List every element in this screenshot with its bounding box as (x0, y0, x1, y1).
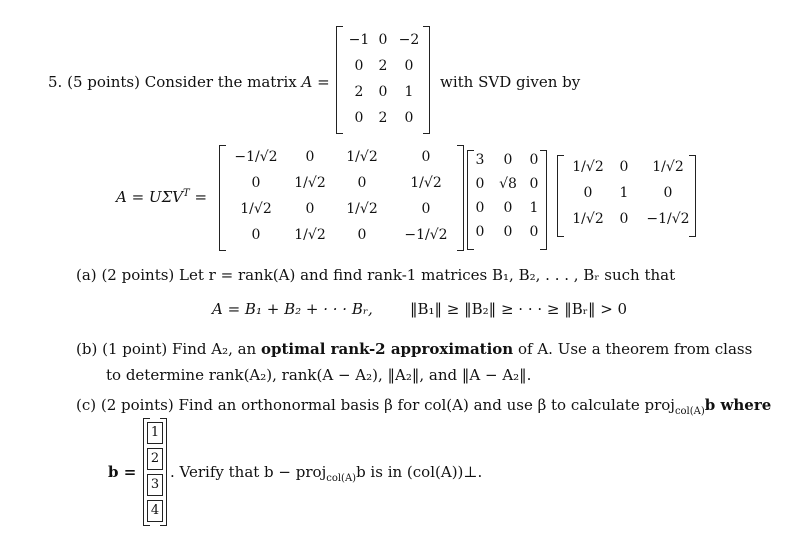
matrix-u-cell: 0 (357, 175, 367, 191)
matrix-a-cell: 1 (404, 84, 414, 100)
matrix-sigma-cell: 1 (529, 200, 539, 216)
matrix-vt-cell: 1/√2 (572, 211, 604, 227)
matrix-sigma-cell: 0 (475, 200, 485, 216)
matrix-a-cell: 0 (354, 58, 364, 74)
problem-intro: Consider the matrix (144, 73, 297, 91)
matrix-u-cell: 0 (421, 149, 431, 165)
part-a-text (76, 266, 675, 284)
matrix-sigma-cell: 0 (503, 224, 513, 240)
matrix-vt-cell: 1 (619, 185, 629, 201)
matrix-a-cell: 2 (378, 58, 388, 74)
matrix-a-cell: 2 (378, 110, 388, 126)
matrix-sigma (467, 150, 547, 250)
part-b-label: (b) (76, 340, 98, 358)
matrix-u-cell: 0 (305, 201, 315, 217)
equals-sign: = (317, 73, 330, 91)
part-a-equation-right: ‖B₁‖ ≥ ‖B₂‖ ≥ · · · ≥ ‖Bᵣ‖ > 0 (410, 300, 628, 318)
matrix-u (219, 145, 464, 251)
matrix-a-cell: −2 (398, 32, 420, 48)
svd-text: with SVD given by (440, 73, 581, 91)
matrix-u-cell: 1/√2 (410, 175, 442, 191)
problem-number: 5. (48, 73, 63, 91)
matrix-sigma-cell: 0 (475, 176, 485, 192)
part-c-verify: . Verify that b − proj$_{col(A)}$b is in (col(A))⊥. (170, 463, 483, 484)
matrix-sigma-cell: 3 (475, 152, 485, 168)
part-a-label: (a) (76, 266, 97, 284)
part-c-text: (c) (2 points) Find an orthonormal basis β for col(A) and use β to calculate proj$_{col(A)}$b where (76, 396, 772, 417)
matrix-sigma-cell: √8 (499, 176, 517, 192)
matrix-vt-cell: 0 (619, 159, 629, 175)
part-b-line2: to determine rank(A₂), rank(A − A₂), ‖A₂‖, and ‖A − A₂‖. (106, 366, 532, 384)
matrix-vt-cell: −1/√2 (646, 211, 690, 227)
matrix-vt-cell: 1/√2 (652, 159, 684, 175)
part-b-post: of A. Use a theorem from class (517, 340, 753, 358)
part-c-label: (c) (76, 396, 97, 414)
matrix-a-cell: 0 (378, 32, 388, 48)
problem-statement (48, 73, 330, 91)
part-b-text (76, 340, 752, 358)
matrix-a-cell: 0 (354, 110, 364, 126)
vector-b-entry: 3 (147, 474, 163, 496)
matrix-vt (557, 155, 696, 237)
vector-b-entry: 2 (147, 448, 163, 470)
matrix-sigma-cell: 0 (503, 152, 513, 168)
matrix-u-cell: 1/√2 (346, 149, 378, 165)
matrix-sigma-cell: 0 (475, 224, 485, 240)
matrix-u-cell: 1/√2 (294, 227, 326, 243)
matrix-a-cell: 2 (354, 84, 364, 100)
matrix-u-cell: −1/√2 (404, 227, 448, 243)
matrix-u-cell: 1/√2 (346, 201, 378, 217)
vector-b (143, 418, 167, 526)
matrix-u-cell: 0 (305, 149, 315, 165)
matrix-u-cell: 0 (251, 227, 261, 243)
matrix-vt-cell: 0 (583, 185, 593, 201)
matrix-u-cell: 0 (251, 175, 261, 191)
vector-b-entry: 1 (147, 422, 163, 444)
svd-lhs: $A = U\Sigma V^T$ = (116, 188, 208, 206)
vector-b-entry: 4 (147, 500, 163, 522)
b-label: b = (108, 463, 137, 481)
matrix-sigma-cell: 0 (529, 224, 539, 240)
matrix-a-cell: 0 (378, 84, 388, 100)
matrix-sigma-cell: 0 (529, 176, 539, 192)
part-c-body: (2 points) Find an orthonormal basis β for col(A) and use β to calculate proj (100, 396, 675, 414)
matrix-vt-cell: 1/√2 (572, 159, 604, 175)
problem-points: (5 points) (67, 73, 140, 91)
matrix-u-cell: 0 (421, 201, 431, 217)
matrix-vt-cell: 0 (619, 211, 629, 227)
matrix-u-cell: −1/√2 (234, 149, 278, 165)
matrix-vt-cell: 0 (663, 185, 673, 201)
matrix-u-cell: 1/√2 (240, 201, 272, 217)
matrix-a-cell: 0 (404, 110, 414, 126)
matrix-sigma-cell: 0 (529, 152, 539, 168)
matrix-a-cell: 0 (404, 58, 414, 74)
matrix-a-cell: −1 (348, 32, 370, 48)
part-b-pre: (1 point) Find A₂, an (102, 340, 257, 358)
matrix-a (336, 26, 430, 134)
part-b-bold: optimal rank-2 approximation (261, 340, 514, 358)
matrix-u-cell: 1/√2 (294, 175, 326, 191)
matrix-sigma-cell: 0 (503, 200, 513, 216)
matrix-u-cell: 0 (357, 227, 367, 243)
part-a-equation-left: A = B₁ + B₂ + · · · Bᵣ, (212, 300, 373, 318)
matrix-name: A (301, 73, 313, 91)
part-a-body: (2 points) Let r = rank(A) and find rank-1 matrices B₁, B₂, . . . , Bᵣ such that (101, 266, 676, 284)
